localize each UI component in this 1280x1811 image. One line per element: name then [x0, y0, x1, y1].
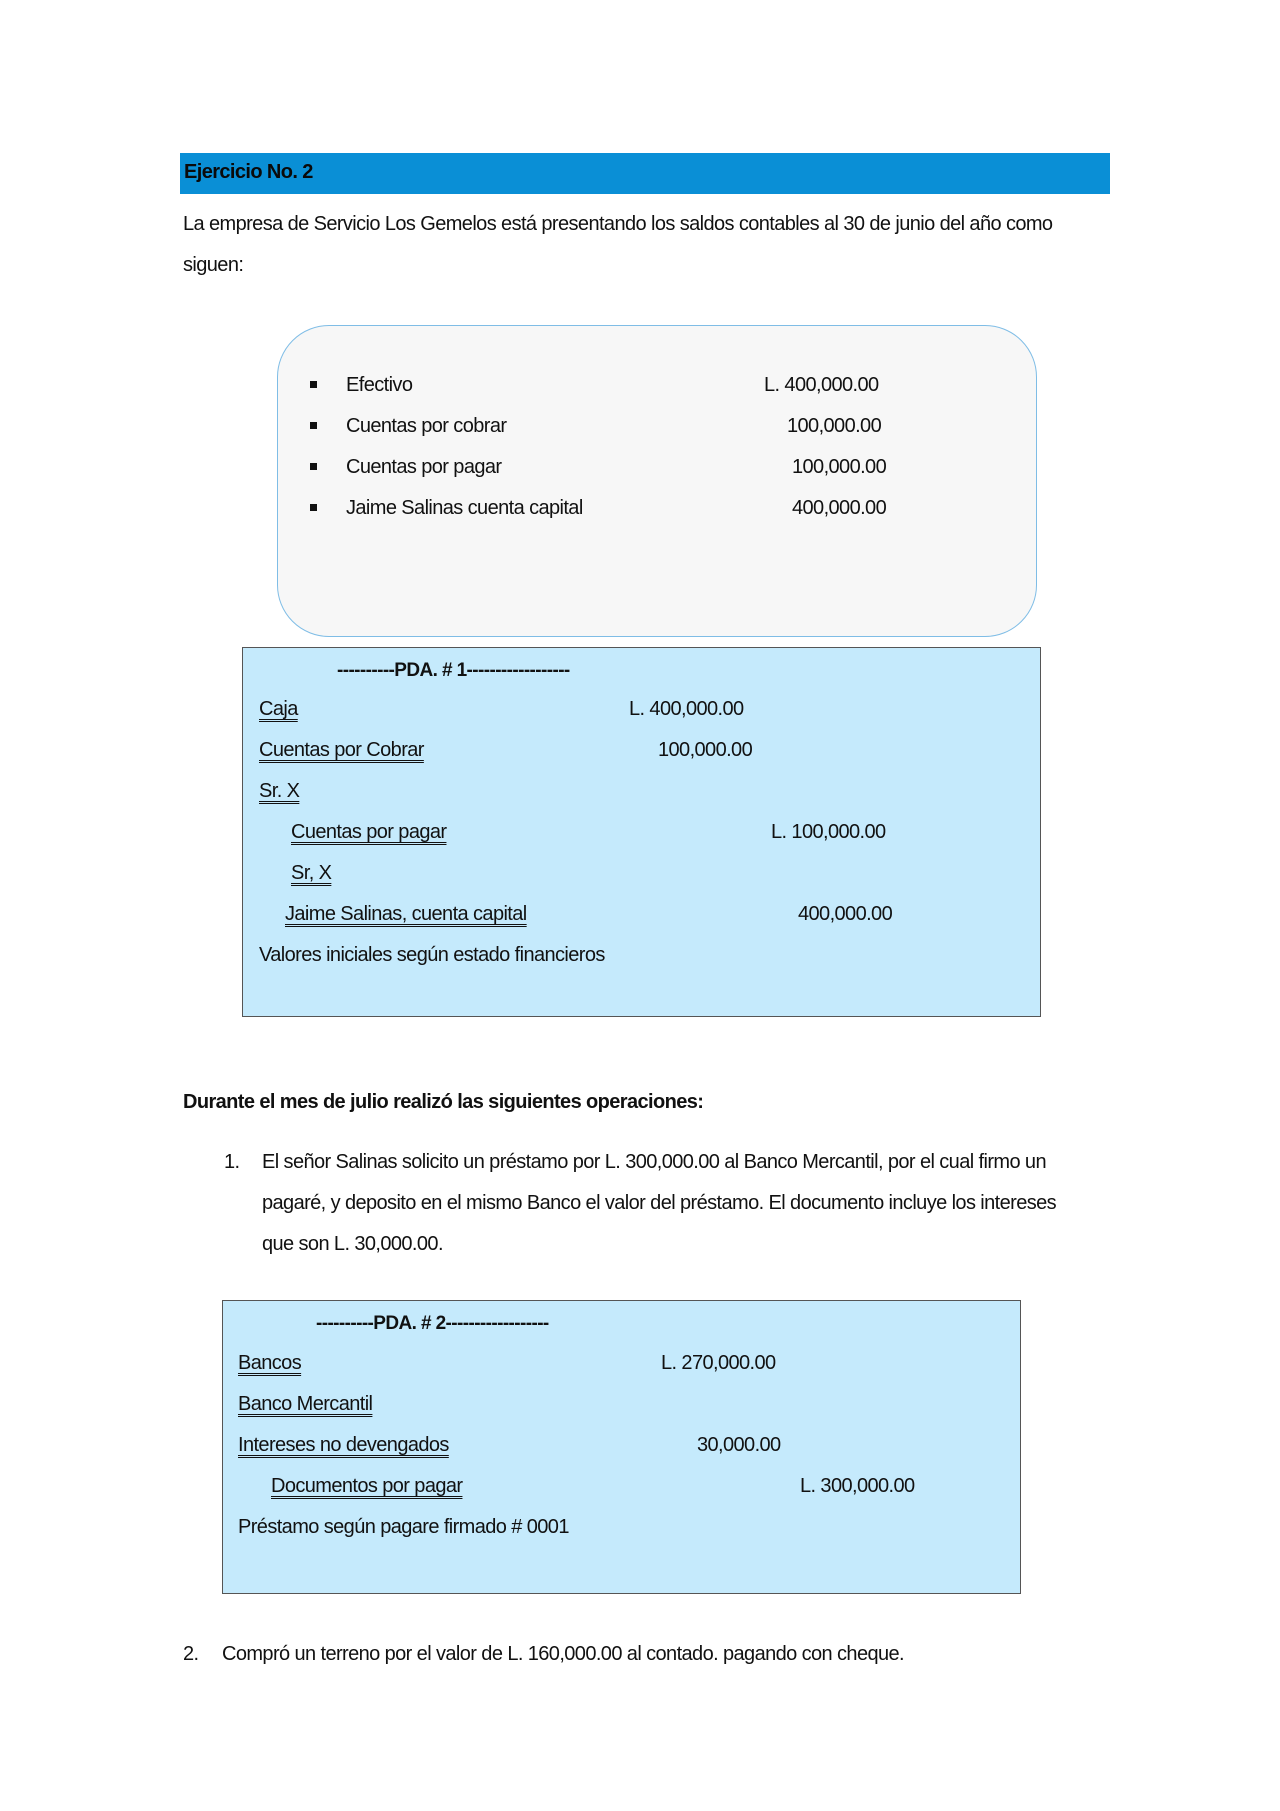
operation-2-number: 2. [183, 1643, 199, 1665]
pda1-line-debit: L. 400,000.00 [629, 698, 744, 720]
balances-box [277, 325, 1037, 637]
pda2-description: Préstamo según pagare firmado # 0001 [238, 1516, 569, 1538]
balance-account: Efectivo [346, 374, 413, 396]
pda1-line-debit: 100,000.00 [658, 739, 753, 761]
balance-amount: 100,000.00 [787, 415, 882, 437]
pda1-line-account: Cuentas por pagar [291, 821, 447, 843]
balance-amount: L. 400,000.00 [764, 374, 879, 396]
balance-amount: 400,000.00 [792, 497, 887, 519]
pda2-line-account: Documentos por pagar [271, 1475, 463, 1497]
exercise-title: Ejercicio No. 2 [184, 161, 313, 183]
bullet-icon [310, 381, 317, 388]
balance-account: Cuentas por pagar [346, 456, 502, 478]
pda1-line-credit: 400,000.00 [798, 903, 893, 925]
operations-heading: Durante el mes de julio realizó las siguientes operaciones: [183, 1091, 704, 1113]
bullet-icon [310, 422, 317, 429]
operation-1-number: 1. [224, 1151, 240, 1173]
pda1-line-account: Cuentas por Cobrar [259, 739, 424, 761]
bullet-icon [310, 463, 317, 470]
operation-2-text: Compró un terreno por el valor de L. 160,000.00 al contado. pagando con cheque. [222, 1643, 905, 1665]
operation-1-line-2: pagaré, y deposito en el mismo Banco el valor del préstamo. El documento incluye los intereses [262, 1192, 1057, 1214]
pda1-line-subaccount: Sr, X [291, 862, 332, 884]
pda1-line-subaccount: Sr. X [259, 780, 300, 802]
pda2-line-debit: L. 270,000.00 [661, 1352, 776, 1374]
operation-1-line-3: que son L. 30,000.00. [262, 1233, 443, 1255]
pda1-line-account: Jaime Salinas, cuenta capital [285, 903, 527, 925]
pda1-line-account: Caja [259, 698, 298, 720]
intro-line-1: La empresa de Servicio Los Gemelos está presentando los saldos contables al 30 de junio del año como [183, 213, 1053, 235]
operation-1-line-1: El señor Salinas solicito un préstamo por L. 300,000.00 al Banco Mercantil, por el cual firmo un [262, 1151, 1046, 1173]
pda2-line-debit: 30,000.00 [697, 1434, 781, 1456]
pda2-line-account: Intereses no devengados [238, 1434, 449, 1456]
pda1-line-credit: L. 100,000.00 [771, 821, 886, 843]
pda2-title: ----------PDA. # 2------------------ [316, 1313, 549, 1334]
pda1-title: ----------PDA. # 1------------------ [337, 660, 570, 681]
balance-amount: 100,000.00 [792, 456, 887, 478]
intro-line-2: siguen: [183, 254, 244, 276]
pda1-description: Valores iniciales según estado financieros [259, 944, 605, 966]
bullet-icon [310, 504, 317, 511]
balance-account: Cuentas por cobrar [346, 415, 507, 437]
pda2-line-credit: L. 300,000.00 [800, 1475, 915, 1497]
balance-account: Jaime Salinas cuenta capital [346, 497, 583, 519]
pda2-line-subaccount: Banco Mercantil [238, 1393, 373, 1415]
exercise-header [180, 153, 1110, 194]
pda2-line-account: Bancos [238, 1352, 302, 1374]
